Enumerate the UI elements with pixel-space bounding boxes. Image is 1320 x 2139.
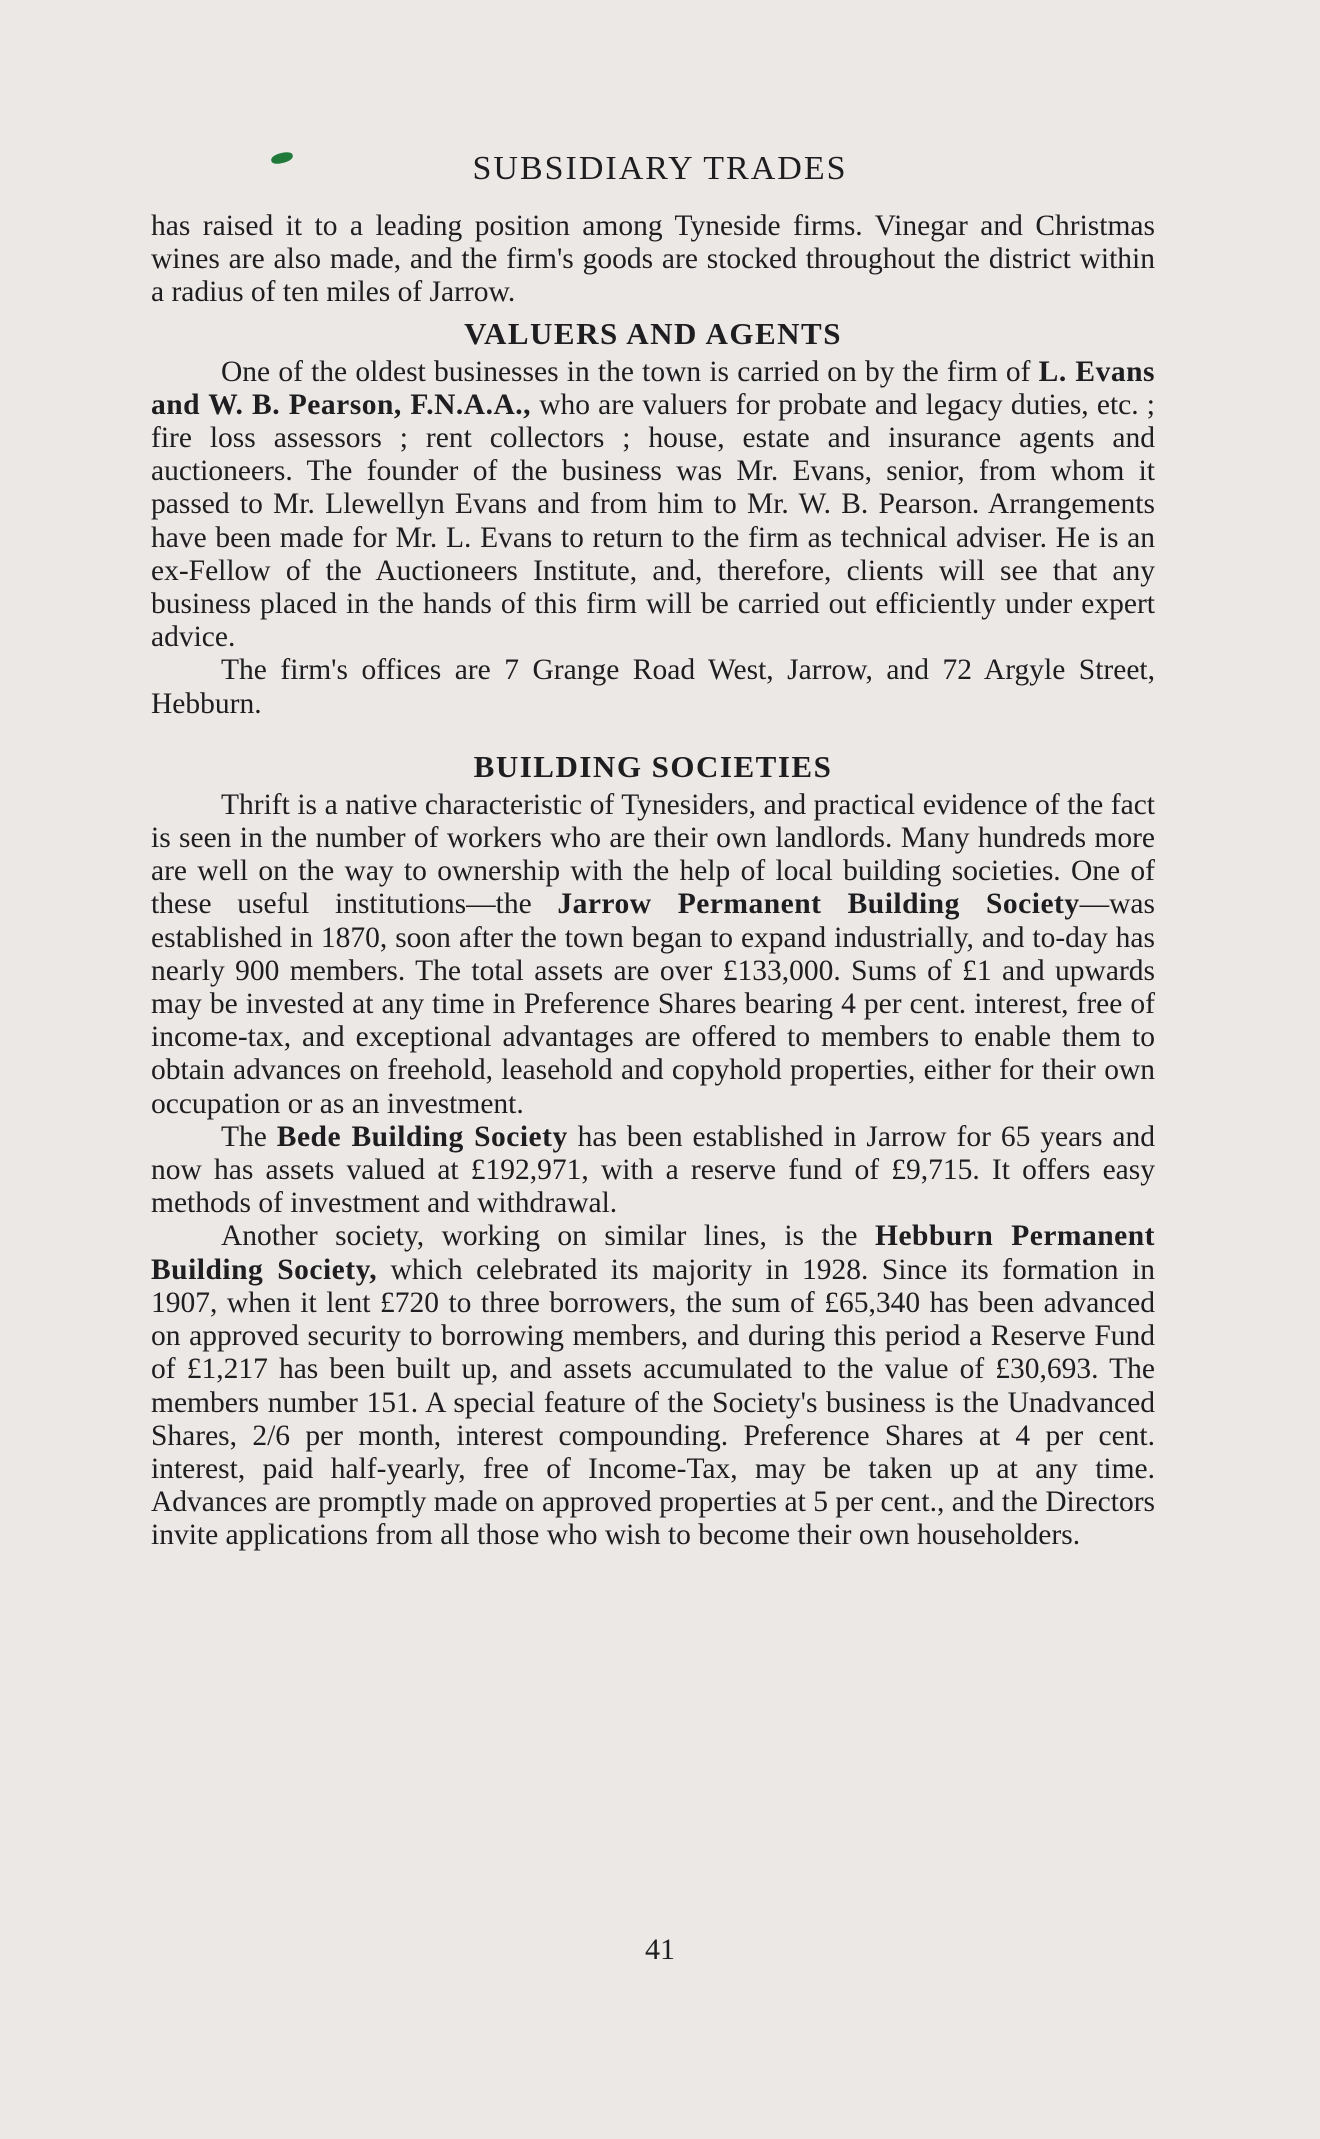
building-p2-text-b: has been established in Jarrow for 65 years and now has assets valued at £192,971, with a reserve fund of £9,715. It offers easy methods of investment and withdrawal.: [151, 1120, 1155, 1220]
building-paragraph-3: [151, 1220, 1155, 1552]
building-p3-text-a: Another society, working on similar lines, is the: [221, 1220, 875, 1253]
firm-name-jarrow-society: Jarrow Permanent Building Society: [557, 888, 1080, 921]
building-p2-text-a: The: [221, 1120, 277, 1153]
body-text: [151, 210, 1155, 1553]
section-heading-building-societies: BUILDING SOCIETIES: [473, 748, 833, 784]
continued-paragraph: has raised it to a leading position among Tyneside firms. Vinegar and Christmas wines are also made, and the firm's goods are stocked throughout the district within a radius of ten miles of Jarrow.: [151, 210, 1155, 309]
building-p3-text-b: which celebrated its majority in 1928. Since its formation in 1907, when it lent £720 to three borrowers, the sum of £65,340 has been advanced on approved security to borrowing members, and during this period a Reserve Fund of £1,217 has been built up, and assets accumulated to the value of £30,693. The members number 151. A special feature of the Society's business is the Unadvanced Shares, 2/6 per month, interest compounding. Preference Shares at 4 per cent. interest, paid half-yearly, free of Income-Tax, may be taken up at any time. Advances are promptly made on approved properties at 5 per cent., and the Directors invite applications from all those who wish to become their own householders.: [151, 1253, 1155, 1552]
section-heading-valuers: VALUERS AND AGENTS: [464, 315, 842, 351]
firm-name-bede-society: Bede Building Society: [276, 1120, 568, 1153]
building-paragraph-1: [151, 789, 1155, 1121]
valuers-p1-text-a: One of the oldest businesses in the town is carried on by the firm of: [221, 355, 1039, 388]
valuers-p1-text-b: who are valuers for probate and legacy duties, etc. ; fire loss assessors ; rent collectors ; house, estate and insurance agents and auctioneers. The founder of the business was Mr. Evans, senior, from whom it passed to Mr. Llewellyn Evans and from him to Mr. W. B. Pearson. Arrangements have been made for Mr. L. Evans to return to the firm as technical adviser. He is an ex-Fellow of the Auctioneers Institute, and, therefore, clients will see that any business placed in the hands of this firm will be carried out efficiently under expert advice.: [151, 388, 1155, 654]
firm-name-hebburn-society: Hebburn Permanent Building Society,: [151, 1220, 1155, 1286]
building-p1-text-b: —was established in 1870, soon after the town began to expand industrially, and to-day has nearly 900 members. The total assets are over £133,000. Sums of £1 and upwards may be invested at any time in Preference Shares bearing 4 per cent. interest, free of income-tax, and exceptional advantages are offered to members to enable them to obtain advances on freehold, leasehold and copyhold properties, either for their own occupation or as an investment.: [151, 888, 1155, 1120]
valuers-paragraph-2: The firm's offices are 7 Grange Road West, Jarrow, and 72 Argyle Street, Hebburn.: [151, 654, 1155, 720]
building-paragraph-2: [151, 1121, 1155, 1221]
page-number: 41: [645, 1933, 675, 1966]
firm-name-evans-pearson: L. Evans and W. B. Pearson, F.N.A.A.,: [151, 355, 1155, 421]
building-p1-text-a: Thrift is a native characteristic of Tynesiders, and practical evidence of the fact is seen in the number of workers who are their own landlords. Many hundreds more are well on the way to ownership with the help of local building societies. One of these useful institutions—the: [151, 788, 1155, 921]
running-head: SUBSIDIARY TRADES: [472, 150, 848, 187]
valuers-paragraph-1: [151, 356, 1155, 655]
